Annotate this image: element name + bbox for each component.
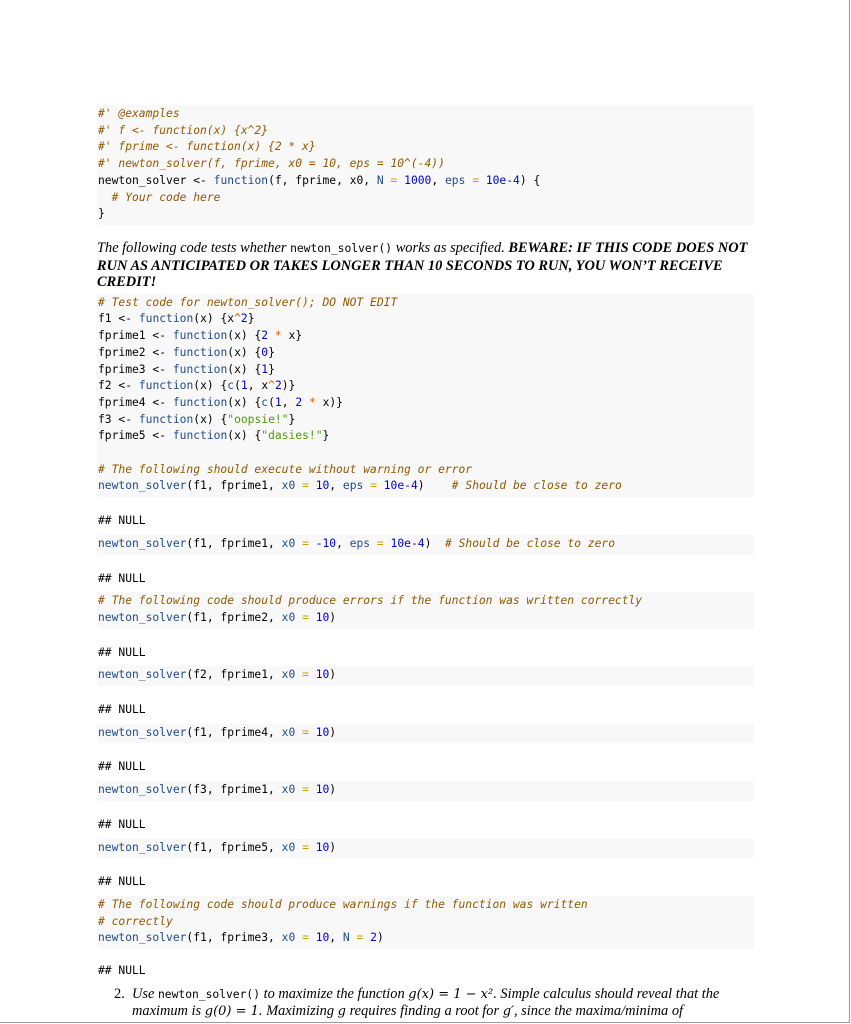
paragraph-text: The following code tests whether: [97, 239, 291, 256]
code-text: , x: [247, 379, 269, 393]
item-number: 2.: [114, 985, 125, 1002]
code-text: ): [329, 668, 337, 682]
function-call: newton_solver: [98, 668, 187, 682]
document-page: [97, 105, 754, 1021]
number-literal: 2: [240, 312, 248, 326]
console-output: ## NULL: [98, 875, 146, 889]
number-literal: 10: [315, 479, 330, 493]
argument-x0: x0: [281, 931, 296, 945]
code-comment: # The following code should produce warnings if the function was written: [98, 897, 588, 911]
operator: ^: [268, 379, 275, 393]
code-text: (: [234, 379, 241, 393]
paragraph-text: . Simple calculus should reveal that the maximum is: [132, 985, 720, 1020]
code-comment: # Should be close to zero: [444, 536, 616, 550]
close-brace: }: [98, 207, 105, 221]
argument-text: (f, fprime, x0,: [268, 173, 377, 187]
console-output: ## NULL: [98, 514, 146, 528]
code-text: (f1, fprime4,: [186, 725, 282, 739]
instruction-paragraph: [97, 240, 754, 291]
console-output: ## NULL: [98, 703, 146, 717]
function-keyword: function: [172, 345, 228, 359]
math-expression: g′: [502, 1004, 514, 1020]
code-text: ): [329, 610, 337, 624]
variable-name: fprime2: [98, 345, 146, 359]
operator: ^: [234, 312, 241, 326]
number-literal: 2: [274, 379, 282, 393]
console-output: ## NULL: [98, 817, 146, 831]
function-keyword: function: [172, 395, 228, 409]
console-output: ## NULL: [98, 571, 146, 585]
code-text: ): [329, 725, 337, 739]
comma: ,: [431, 173, 445, 187]
equals-operator: =: [302, 610, 309, 624]
code-text: (f1, fprime5,: [186, 840, 282, 854]
argument-eps: eps: [342, 479, 364, 493]
code-text: (x) {: [193, 412, 228, 426]
code-text: x)}: [322, 395, 343, 409]
number-literal: 2: [261, 329, 269, 343]
string-literal: "oopsie!": [227, 412, 289, 426]
code-text: }: [268, 362, 275, 376]
math-expression: g(x) = 1 − x²: [408, 986, 494, 1002]
equals-operator: =: [302, 536, 309, 550]
body-comment: # Your code here: [111, 190, 221, 204]
number-literal: 10e-4: [390, 536, 425, 550]
assign-operator: <-: [152, 429, 167, 443]
code-text: ): [376, 931, 384, 945]
equals-operator: =: [302, 725, 309, 739]
code-text: ,: [329, 931, 343, 945]
number-literal: 10: [315, 931, 330, 945]
number-literal: 1: [261, 362, 269, 376]
number-literal: 1000: [404, 173, 432, 187]
argument-eps: eps: [444, 173, 466, 187]
code-block-call: [97, 896, 754, 949]
console-output: ## NULL: [98, 964, 146, 978]
variable-name: f1: [98, 312, 112, 326]
assign-operator: <-: [152, 362, 167, 376]
roxygen-comment: #' fprime <- function(x) {2 * x}: [98, 140, 316, 154]
argument-x0: x0: [281, 479, 296, 493]
roxygen-comment: #' newton_solver(f, fprime, x0 = 10, eps = 10^(-4)): [98, 157, 445, 171]
assign-operator: <-: [152, 345, 167, 359]
equals-operator: =: [302, 840, 309, 854]
argument-x0: x0: [281, 783, 296, 797]
code-text: ): [424, 536, 432, 550]
assign-operator: <-: [118, 312, 133, 326]
argument-x0: x0: [281, 840, 296, 854]
code-text: ,: [281, 395, 296, 409]
argument-n: N: [342, 931, 350, 945]
number-literal: 2: [370, 931, 377, 945]
roxygen-comment: #' f <- function(x) {x^2}: [98, 123, 269, 137]
warning-text: BEWARE: IF THIS CODE DOES NOT RUN AS ANTICIPATED OR TAKES LONGER THAN 10 SECONDS TO RUN, YOU WON’T RECEIVE CREDIT!: [97, 239, 748, 291]
number-literal: 0: [261, 345, 269, 359]
code-text: ): [417, 479, 425, 493]
function-keyword: function: [138, 379, 194, 393]
code-text: (x) {: [227, 329, 262, 343]
function-keyword: function: [213, 173, 269, 187]
math-expression: g: [337, 1004, 346, 1020]
number-literal: 2: [295, 395, 303, 409]
console-output: ## NULL: [98, 760, 146, 774]
variable-name: fprime4: [98, 395, 146, 409]
equals-operator: =: [390, 173, 398, 187]
function-name: newton_solver: [98, 173, 187, 187]
numbered-item-2: [97, 986, 754, 1021]
code-text: (f1, fprime1,: [186, 479, 282, 493]
code-text: }: [268, 345, 275, 359]
code-text: (: [268, 395, 275, 409]
variable-name: f3: [98, 412, 112, 426]
code-block-call: [97, 839, 754, 859]
code-text: }: [322, 429, 330, 443]
assign-operator: <-: [118, 379, 133, 393]
function-call: newton_solver: [98, 783, 187, 797]
function-call: newton_solver: [98, 931, 187, 945]
code-block-newton-solver-definition: [97, 105, 754, 225]
code-text: x}: [288, 329, 303, 343]
function-keyword: function: [172, 429, 228, 443]
number-literal: 10: [315, 725, 330, 739]
number-literal: 10: [315, 783, 330, 797]
argument-x0: x0: [281, 536, 296, 550]
number-literal: 10: [315, 610, 330, 624]
code-comment: # The following code should produce errors if the function was written correctly: [98, 594, 643, 608]
function-call: newton_solver: [98, 725, 187, 739]
assign-operator: <-: [118, 412, 133, 426]
operator: *: [274, 329, 282, 343]
function-call: c: [261, 395, 269, 409]
paragraph-text: requires finding a root for: [346, 1003, 503, 1020]
code-text: (x) {: [227, 345, 262, 359]
code-block-call: [97, 781, 754, 801]
equals-operator: =: [302, 479, 309, 493]
close-paren-brace: ) {: [519, 173, 541, 187]
code-text: (f2, fprime1,: [186, 668, 282, 682]
paragraph-text: . Maximizing: [258, 1003, 338, 1020]
equals-operator: =: [356, 931, 364, 945]
variable-name: f2: [98, 379, 112, 393]
argument-x0: x0: [281, 610, 296, 624]
function-keyword: function: [138, 412, 194, 426]
console-output: ## NULL: [98, 645, 146, 659]
code-text: (x) {x: [193, 312, 235, 326]
math-expression: g(0) = 1: [204, 1004, 259, 1020]
function-call: newton_solver: [98, 840, 187, 854]
variable-name: fprime1: [98, 329, 146, 343]
paragraph-text: to maximize the function: [260, 985, 409, 1002]
code-text: (f3, fprime1,: [186, 783, 282, 797]
code-comment: # Should be close to zero: [451, 479, 622, 493]
argument-eps: eps: [349, 536, 371, 550]
string-literal: "dasies!": [261, 429, 323, 443]
code-text: ): [329, 840, 337, 854]
variable-name: fprime3: [98, 362, 146, 376]
paragraph-text: works as specified.: [392, 239, 509, 256]
equals-operator: =: [302, 931, 309, 945]
code-text: (f1, fprime2,: [186, 610, 282, 624]
number-literal: 10: [315, 668, 330, 682]
function-call: newton_solver: [98, 536, 187, 550]
code-block-call: [97, 724, 754, 744]
equals-operator: =: [302, 668, 309, 682]
number-literal: -10: [315, 536, 337, 550]
assign-operator: <-: [152, 395, 167, 409]
equals-operator: =: [370, 479, 377, 493]
number-literal: 10: [315, 840, 330, 854]
code-comment: # correctly: [98, 914, 173, 928]
code-text: (x) {: [227, 429, 262, 443]
paragraph-text: Use: [132, 985, 158, 1002]
code-text: (f1, fprime3,: [186, 931, 282, 945]
code-block-call: newton_solver(f1, fprime1, x0 = -10, eps = 10e-4) # Should be close to zero: [97, 535, 754, 555]
operator: *: [308, 395, 316, 409]
roxygen-comment: #' @examples: [98, 107, 180, 120]
code-text: )}: [281, 379, 296, 393]
argument-x0: x0: [281, 725, 296, 739]
function-keyword: function: [172, 329, 228, 343]
code-text: }: [247, 312, 255, 326]
code-block-call: [97, 666, 754, 686]
function-call: newton_solver: [98, 610, 187, 624]
number-literal: 1: [240, 379, 248, 393]
code-block-test-definitions: # Test code for newton_solver(); DO NOT EDIT f1 <- function(x) {x^2} fprime1 <- function(x) {2 * x} fprime2 <- function(x) {0} fprime3 <- function(x) {1} f2 <- function(x) {c(1, x^2)} fprime4 <- function(x) {c(1, 2 * x)} f3 <- function(x) {"oopsie!"} fprime5 <- function(x) {"dasies!"} # The following should execute without warning or error newton_solver(f1, fprime1, x0 = 10, eps = 10e-4) # Should be close to zero: [97, 294, 754, 497]
inline-code: newton_solver(): [290, 241, 393, 255]
function-call: c: [227, 379, 235, 393]
variable-name: fprime5: [98, 429, 146, 443]
argument-n: N: [376, 173, 384, 187]
equals-operator: =: [376, 536, 384, 550]
argument-x0: x0: [281, 668, 296, 682]
function-keyword: function: [172, 362, 228, 376]
function-call: newton_solver: [98, 479, 187, 493]
equals-operator: =: [302, 783, 309, 797]
number-literal: 10e-4: [485, 173, 520, 187]
code-comment: # The following should execute without warning or error: [98, 462, 473, 476]
code-text: (x) {: [227, 362, 262, 376]
code-comment: # Test code for newton_solver(); DO NOT EDIT: [98, 295, 398, 309]
assign-operator: <-: [152, 329, 167, 343]
assign-operator: <-: [193, 173, 207, 187]
code-text: }: [288, 412, 296, 426]
code-text: ): [329, 783, 337, 797]
code-text: (f1, fprime1,: [186, 536, 282, 550]
code-text: (x) {: [193, 379, 228, 393]
number-literal: 1: [274, 395, 282, 409]
equals-operator: =: [472, 173, 480, 187]
paragraph-text: , since the maxima/minima of: [513, 1003, 684, 1020]
number-literal: 10e-4: [383, 479, 418, 493]
inline-code: newton_solver(): [157, 987, 261, 1001]
code-block-call: [97, 592, 754, 628]
code-text: (x) {: [227, 395, 262, 409]
function-keyword: function: [138, 312, 194, 326]
